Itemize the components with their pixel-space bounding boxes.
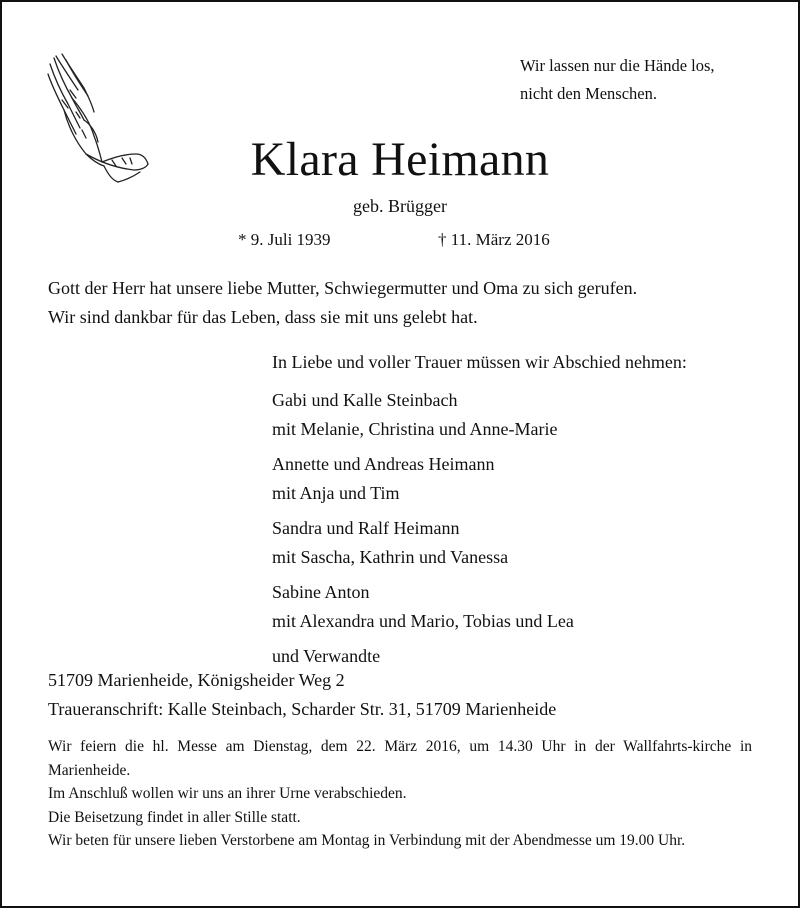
family-line: mit Alexandra und Mario, Tobias und Lea [272,611,574,631]
family-line: Sandra und Ralf Heimann [272,518,460,538]
intro-line-1: Gott der Herr hat unsere liebe Mutter, Schwiegermutter und Oma zu sich gerufen. [48,278,638,298]
family-group [272,578,574,636]
intro-text [48,274,637,332]
farewell-line: In Liebe und voller Trauer müssen wir Abschied nehmen: [272,352,687,372]
home-address: 51709 Marienheide, Königsheider Weg 2 [48,670,345,690]
service-note: Wir beten für unsere lieben Verstorbene am Montag in Verbindung mit der Abendmesse um 19.00 Uhr. [48,832,686,849]
family-line: Gabi und Kalle Steinbach [272,390,458,410]
deceased-name: Klara Heimann [250,133,550,186]
intro-line-2: Wir sind dankbar für das Leben, dass sie mit uns gelebt hat. [48,307,478,327]
motto [520,52,715,108]
family-line: Sabine Anton [272,582,370,602]
motto-line-2: nicht den Menschen. [520,84,658,103]
family-group [272,450,574,508]
family-list [272,386,574,677]
maiden-name: geb. Brügger [353,196,447,216]
mourning-address: Traueranschrift: Kalle Steinbach, Scharder Str. 31, 51709 Marienheide [48,699,557,719]
service-note: Die Beisetzung findet in aller Stille statt. [48,808,301,826]
family-line: Annette und Andreas Heimann [272,454,495,474]
motto-line-1: Wir lassen nur die Hände los, [520,56,715,75]
birth-date: * 9. Juli 1939 [238,230,331,249]
family-line: und Verwandte [272,646,381,666]
family-line: mit Sascha, Kathrin und Vanessa [272,547,509,567]
service-note: Wir feiern die hl. Messe am Dienstag, dem 22. März 2016, um 14.30 Uhr in der Wallfahrts-kirche in Marienheide. [48,738,752,779]
service-note: Im Anschluß wollen wir uns an ihrer Urne verabschieden. [48,785,407,802]
family-group [272,386,574,444]
family-group [272,514,574,572]
service-notes [48,735,752,853]
family-line: mit Melanie, Christina und Anne-Marie [272,419,558,439]
death-date: † 11. März 2016 [438,230,550,249]
family-line: mit Anja und Tim [272,483,400,503]
